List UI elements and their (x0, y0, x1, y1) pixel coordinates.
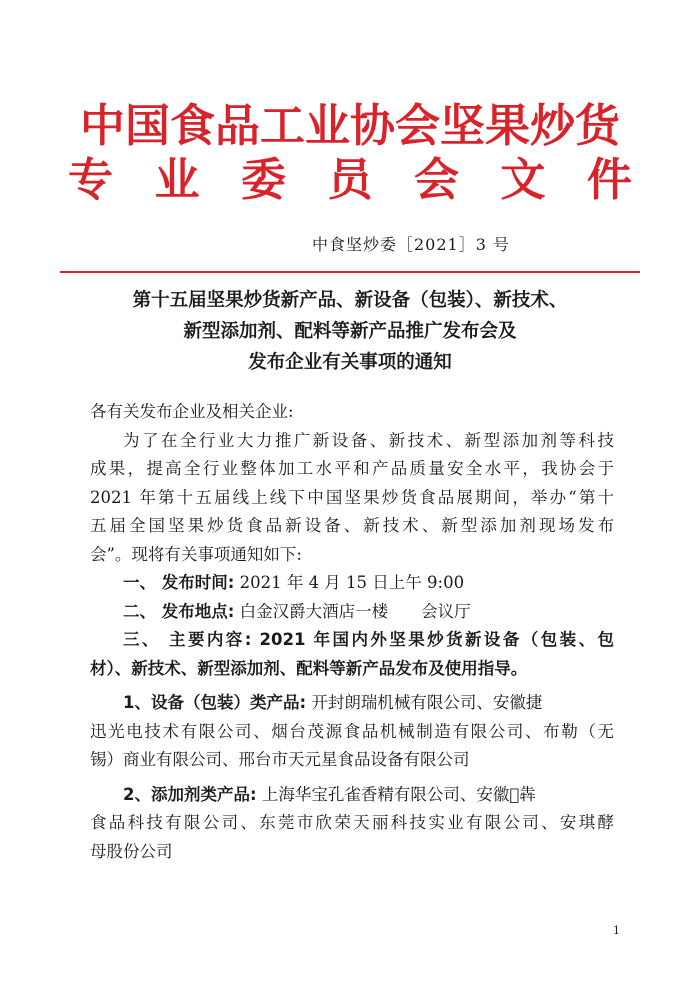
header-char: 专 (68, 153, 114, 206)
item-publish-location (90, 598, 614, 627)
body-line: 为了在全行业大力推广新设备、新技术、新型添加剂等科技 (123, 430, 614, 450)
page-number: 1 (613, 924, 620, 937)
salutation: 各有关发布企业及相关企业: (90, 402, 294, 421)
header-char: 会 (413, 153, 459, 206)
red-divider-line (60, 271, 640, 273)
item-main-content-cont: 材）、新技术、新型添加剂、配料等新产品发布及使用指导。 (90, 658, 528, 678)
header-char: 业 (154, 153, 200, 206)
item-value: 白金汉爵大酒店一楼 会议厅 (234, 601, 471, 621)
header-char: 文 (500, 153, 546, 206)
sub-value: 上海华宝孔雀香精有限公司、安徽𩡖犇 (256, 784, 536, 804)
sub-equipment (90, 689, 614, 718)
item-publish-time (90, 569, 614, 598)
document-body (90, 398, 614, 866)
item-main-content (90, 626, 614, 655)
body-line: 母股份公司 (90, 841, 173, 861)
item-label: 三、 主要内容: (123, 630, 252, 649)
body-line: 食品科技有限公司、东莞市欣荣天丽科技实业有限公司、安琪酵 (90, 813, 614, 832)
title-line: 新型添加剂、配料等新产品推广发布会及 (183, 321, 517, 342)
sub-additives (90, 781, 614, 810)
body-line: 2021 年第十五届线上线下中国坚果炒货食品展期间，举办“第十 (90, 487, 614, 507)
body-line: 锡）商业有限公司、邢台市天元星食品设备有限公司 (90, 750, 470, 769)
body-line: 会”。现将有关事项通知如下: (90, 544, 302, 564)
body-line: 成果，提高全行业整体加工水平和产品质量安全水平，我协会于 (90, 459, 614, 478)
body-line: 迅光电技术有限公司、烟台茂源食品机械制造有限公司、布勒（无 (90, 721, 614, 741)
title-line: 发布企业有关事项的通知 (248, 352, 452, 373)
header-char: 委 (240, 153, 286, 206)
sub-label: 2、添加剂类产品: (123, 784, 257, 804)
title-line: 第十五届坚果炒货新产品、新设备（包装）、新技术、 (132, 290, 568, 311)
header-char: 员 (327, 153, 373, 206)
header-char: 件 (586, 153, 632, 206)
document-title (60, 285, 640, 378)
item-value: 2021 年 4 月 15 日上午 9:00 (234, 573, 465, 592)
item-label: 二、 发布地点: (123, 601, 235, 621)
issuer-header-line1: 中国食品工业协会坚果炒货 (79, 99, 620, 152)
sub-label: 1、设备（包装）类产品: (123, 693, 307, 712)
sub-value: 开封朗瑞机械有限公司、安徽捷 (306, 693, 543, 712)
item-value: 2021 年国内外坚果炒货新设备（包装、包 (251, 630, 614, 649)
item-label: 一、 发布时间: (123, 573, 235, 592)
body-line: 五届全国坚果炒货食品新设备、新技术、新型添加剂现场发布 (90, 516, 614, 535)
issuer-header-line2 (60, 152, 640, 208)
document-number: 中食坚炒委［2021］3 号 (312, 235, 510, 254)
